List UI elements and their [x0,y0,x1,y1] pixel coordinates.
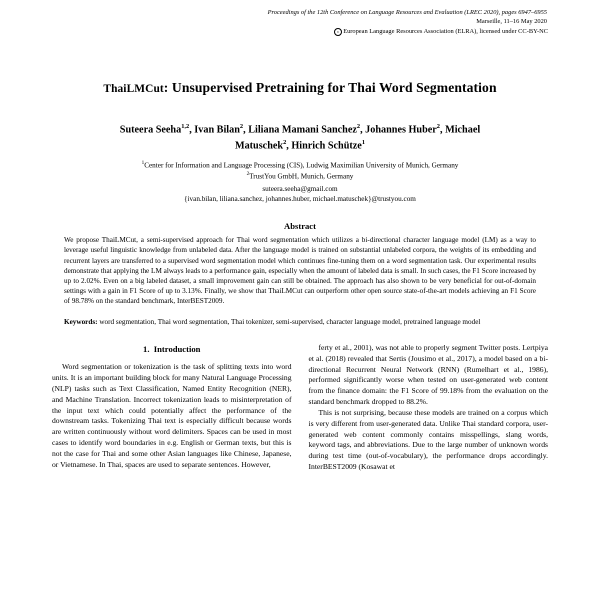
affiliation-1-text: Center for Information and Language Processing (CIS), Ludwig Maximilian University of Munich, Germany [144,161,459,170]
affiliation-2-sup: 2 [246,171,250,178]
section-heading [52,343,292,355]
author-7: , Hinrich Schütze [286,140,362,152]
author-2-sup: 2 [239,123,244,131]
conference-place-date: Marseille, 11–16 May 2020 [476,18,547,26]
author-3-sup: 2 [356,123,361,131]
author-5: , Michael [440,124,481,136]
license-line [52,27,548,37]
affiliation-2 [52,171,548,182]
section-title: Introduction [153,343,201,354]
proceedings-header [52,8,547,27]
section-number: 1. [143,343,150,354]
license-text: European Language Resources Association (ELRA), licensed under CC-BY-NC [343,27,548,35]
abstract-heading: Abstract [284,221,316,232]
left-column [52,343,292,473]
author-7-sup: 1 [361,138,366,146]
paragraph: Word segmentation or tokenization is the task of splitting texts into word units. It is an important building block for many Natural Language Processing (NLP) tasks such as Text Classification, Named Entity Recognition (NER), and Machine Translation. Incorrect tokenization leads to misinterpretation of the input text which could potentially affect the performance of the downstream tasks. Tokenizing Thai text is especially difficult because words are written continuously without word delimiters. Spaces can be used in most cases to identify word boundaries in e.g. English or German texts, but this is not the case for Thai and some other Asian languages like Chinese, Japanese, or Vietnamese. In Thai, spaces are used to separate sentences. However, [52,362,292,469]
author-1: Suteera Seeha [119,124,182,136]
paragraph: ferty et al., 2001), was not able to properly segment Twitter posts. Lertpiya et al. (2018) revealed that Sertis (Jousimo et al., 2017), a model based on a bi-directional Recurrent Neural Network (RNN) (Rumelhart et al., 1986), performed significantly worse when tested on user-generated web content from the finance domain: the F1 Score of 99.18% from the evaluation on the standard benchmark dropped to 88.2%. [308,342,548,407]
email-1: suteera.seeha@gmail.com [262,184,338,193]
body-columns [52,343,548,473]
author-6: Matuschek [234,140,284,152]
copyright-icon: c [334,28,342,36]
author-2: , Ivan Bilan [189,124,240,136]
keywords-label: Keywords: [64,317,98,326]
title-rest: : Unsupervised Pretraining for Thai Word Segmentation [163,80,497,96]
page-title [52,80,548,96]
email-block [52,184,548,206]
author-6-sup: 2 [283,138,287,146]
keywords-block [52,317,548,327]
paragraph: This is not surprising, because these models are trained on a corpus which is very different from user-generated data. Unlike Thai standard corpora, user-generated web content commonly contains misspellings, slang words, keyword tags, and abbreviations. Due to the large number of unknown words during test time (out-of-vocabulary), the performance drops accordingly. InterBEST2009 (Kosawat et [308,407,548,472]
affiliation-2-text: TrustYou GmbH, Munich, Germany [249,172,354,181]
author-list [52,122,548,153]
affiliation-1 [52,160,548,171]
author-3: , Liliana Mamani Sanchez [243,124,357,136]
title-smallcaps: ThaiLMCut [103,83,164,96]
author-1-sup: 1,2 [181,123,190,131]
proceedings-line: Proceedings of the 12th Conference on Language Resources and Evaluation (LREC 2020), pages 6947–6955 [267,9,547,16]
author-4: , Johannes Huber [360,124,437,136]
affiliation-1-sup: 1 [141,160,145,167]
right-column [309,343,549,473]
author-4-sup: 2 [436,123,440,131]
affiliations [52,160,548,182]
keywords-text: word segmentation, Thai word segmentation, Thai tokenizer, semi-supervised, character language model, pretrained language model [97,317,481,326]
email-2: {ivan.bilan, liliana.sanchez, johannes.huber, michael.matuschek}@trustyou.com [184,195,416,204]
abstract-body: We propose ThaiLMCut, a semi-supervised approach for Thai word segmentation which utilizes a bi-directional character language model (LM) as a way to leverage useful linguistic knowledge from unlabeled data. After the language model is trained on substantial unlabeled corpora, the weights of its embedding and recurrent layers are transferred to a supervised word segmentation model which continues fine-tuning them on a word segmentation task. Our experimental results demonstrate that applying the LM always leads to a performance gain, especially when the amount of labeled data is small. In such cases, the F1 Score increased by up to 2.02%. Even on a big labeled dataset, a small improvement gain can still be obtained. The approach has also shown to be very beneficial for out-of-domain settings with a gain in F1 Score of up to 3.13%. Finally, we show that ThaiLMCut can outperform other open source state-of-the-art models achieving an F1 Score of 98.78% on the standard benchmark, InterBEST2009. [64,236,536,306]
